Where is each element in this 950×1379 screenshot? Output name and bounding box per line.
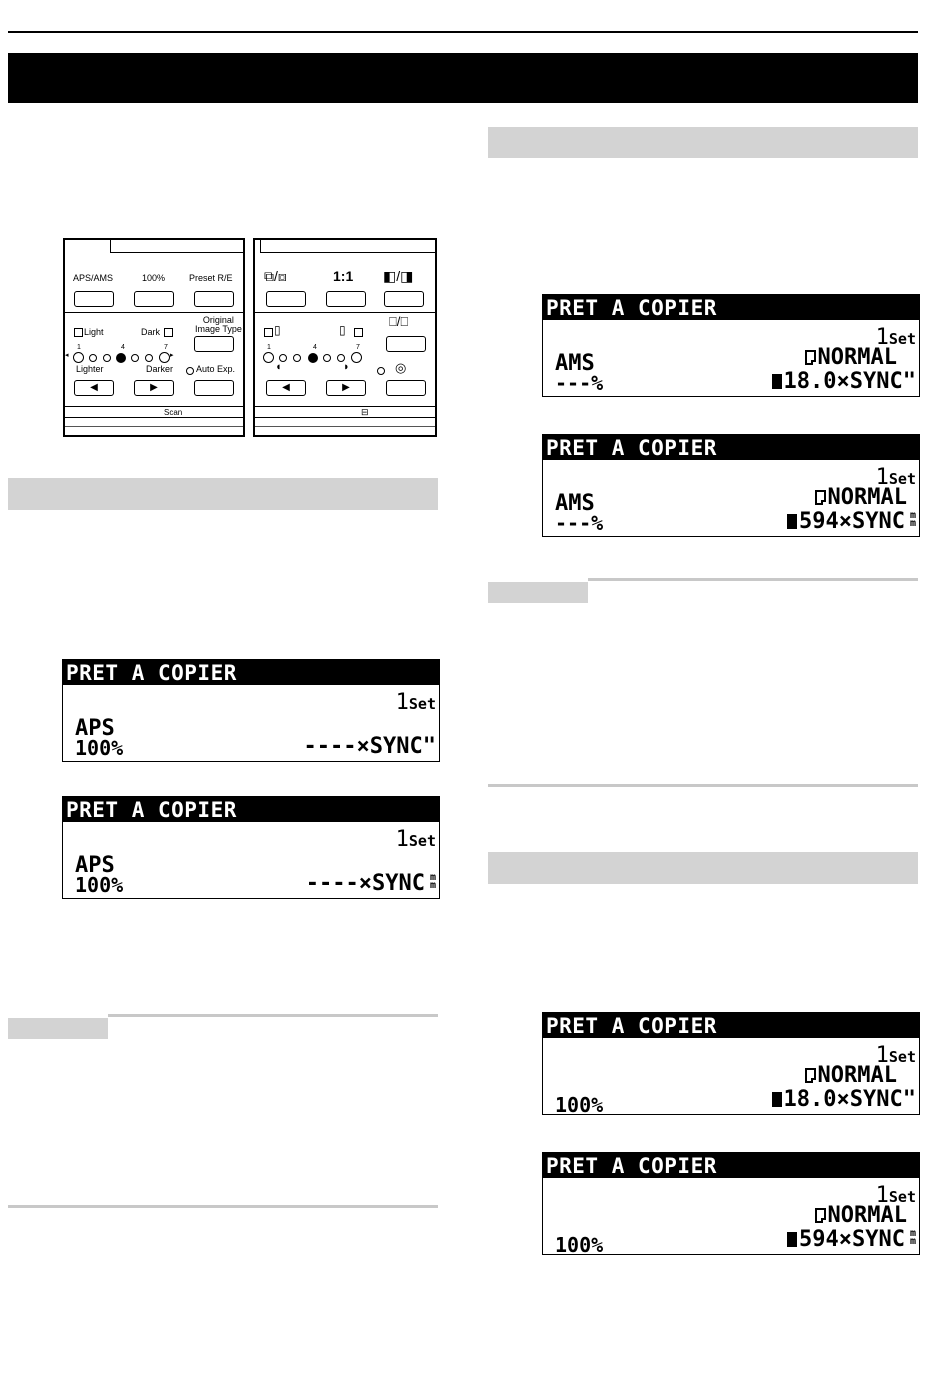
aps-text: APS xyxy=(75,716,115,741)
scale-7: 7 xyxy=(356,344,360,351)
size-text: 594×SYNC xyxy=(787,1227,905,1252)
control-panel-right xyxy=(253,238,437,437)
right-arrow-button[interactable]: ▶ xyxy=(326,380,366,396)
ams-text: AMS xyxy=(555,491,595,516)
mm-unit: m m xyxy=(909,510,916,529)
display-title: PRET A COPIER xyxy=(543,1013,919,1038)
page-copy-button[interactable] xyxy=(384,291,424,307)
zoom-text: ---% xyxy=(555,511,604,535)
sync-text: ----×SYNC xyxy=(305,871,425,896)
set-count: 1Set xyxy=(875,1183,916,1208)
auto-exp-indicator xyxy=(186,367,194,375)
section-header-bar xyxy=(8,53,918,103)
dot-4 xyxy=(308,353,318,363)
set-count: 1Set xyxy=(875,325,916,350)
set-count: 1Set xyxy=(875,465,916,490)
lcd-display-ams-mm xyxy=(542,434,920,537)
aps-text: APS xyxy=(75,853,115,878)
dot-3 xyxy=(293,354,301,362)
original-image-type-label: Original Image Type xyxy=(195,315,242,334)
set-count: 1Set xyxy=(395,690,436,715)
exposure-dot-4 xyxy=(116,353,126,363)
note-rule-left xyxy=(108,1014,438,1017)
light-label: Light xyxy=(84,327,104,337)
lcd-display-100-mm xyxy=(542,1152,920,1255)
display-title: PRET A COPIER xyxy=(543,295,919,320)
set-count: 1Set xyxy=(395,827,436,852)
ratio-1to1-label: 1:1 xyxy=(333,268,354,284)
lcd-display-ams-inch xyxy=(542,294,920,397)
dot-7 xyxy=(351,352,362,363)
dark-indicator xyxy=(164,328,173,337)
zoom-text: 100% xyxy=(75,873,124,897)
spiral-icon: ◎ xyxy=(395,360,407,375)
doc-right-icon: ▯ xyxy=(339,323,346,337)
size-text: 594×SYNC xyxy=(787,509,905,534)
doc-left-icon: ▯ xyxy=(274,323,281,337)
note-end-rule-left xyxy=(8,1205,438,1208)
size-text: 18.0×SYNC" xyxy=(772,369,916,394)
light-indicator xyxy=(74,328,83,337)
aps-ams-button[interactable] xyxy=(74,291,114,307)
half-moon-left-icon: ◖ xyxy=(275,361,282,373)
zoom-text: 100% xyxy=(75,736,124,760)
scale-4: 4 xyxy=(121,344,125,351)
right-heading-bar-2 xyxy=(488,852,918,884)
100pct-button[interactable] xyxy=(134,291,174,307)
top-rule xyxy=(8,31,918,33)
exposure-dot-7 xyxy=(159,352,170,363)
scan-label: Scan xyxy=(164,408,183,417)
auto-exp-button[interactable] xyxy=(194,380,234,396)
darker-label: Darker xyxy=(146,364,174,374)
exposure-dot-5 xyxy=(131,354,139,362)
sync-text: ----×SYNC" xyxy=(303,734,436,759)
note-tab-left xyxy=(8,1018,108,1039)
tray-icon: ⊟ xyxy=(361,407,369,417)
normal-text: NORMAL xyxy=(805,1063,897,1088)
margin-button[interactable] xyxy=(386,336,426,352)
preset-re-label: Preset R/E xyxy=(189,273,233,283)
dot-5 xyxy=(323,354,331,362)
ams-text: AMS xyxy=(555,351,595,376)
ratio-button[interactable] xyxy=(326,291,366,307)
aps-ams-label: APS/AMS xyxy=(73,273,114,283)
normal-text: NORMAL xyxy=(815,1203,907,1228)
lcd-display-aps-mm xyxy=(62,796,440,899)
mode-indicator-2 xyxy=(354,328,363,337)
zoom-text: 100% xyxy=(555,1233,604,1255)
exposure-dot-3 xyxy=(103,354,111,362)
lcd-display-aps-inch xyxy=(62,659,440,762)
normal-text: NORMAL xyxy=(805,345,897,370)
lcd-display-100-inch xyxy=(542,1012,920,1115)
set-count: 1Set xyxy=(875,1043,916,1068)
mm-unit: m m xyxy=(429,872,436,891)
mm-unit: m m xyxy=(909,1228,916,1247)
left-heading-bar xyxy=(8,478,438,510)
display-title: PRET A COPIER xyxy=(63,660,439,685)
right-heading-bar-1 xyxy=(488,127,918,158)
display-title: PRET A COPIER xyxy=(543,435,919,460)
original-image-type-button[interactable] xyxy=(194,336,234,352)
mode-indicator-1 xyxy=(264,328,273,337)
zoom-text: ---% xyxy=(555,371,604,395)
100pct-label: 100% xyxy=(142,273,166,283)
duplex-button[interactable] xyxy=(266,291,306,307)
exposure-dot-1 xyxy=(73,352,84,363)
scale-1: 1 xyxy=(77,344,81,351)
note-tab-right xyxy=(488,582,588,603)
preset-re-button[interactable] xyxy=(194,291,234,307)
darker-button[interactable]: ▶ xyxy=(134,380,174,396)
margin-icon: ⎕/⎕ xyxy=(389,314,409,329)
note-rule-right xyxy=(588,578,918,581)
indicator-dot xyxy=(377,367,385,375)
function-button[interactable] xyxy=(386,380,426,396)
size-text: 18.0×SYNC" xyxy=(772,1087,916,1112)
lighter-label: Lighter xyxy=(76,364,104,374)
note-end-rule-right xyxy=(488,784,918,787)
dot-1 xyxy=(263,352,274,363)
auto-exp-label: Auto Exp. xyxy=(196,364,236,374)
page-copy-icon: ◧/◨ xyxy=(383,268,414,284)
display-title: PRET A COPIER xyxy=(63,797,439,822)
dark-label: Dark xyxy=(141,327,161,337)
exposure-dot-6 xyxy=(145,354,153,362)
display-title: PRET A COPIER xyxy=(543,1153,919,1178)
scale-7: 7 xyxy=(164,344,168,351)
half-moon-right-icon: ◗ xyxy=(343,361,350,373)
duplex-icon: ⧉/⧈ xyxy=(264,268,287,284)
normal-text: NORMAL xyxy=(815,485,907,510)
control-panel-left: APS/AMS 100% Preset R/E Light Dark Original Image Type 1 4 7 ◂ ▸ Lighter Darker Auto Exp. ◀ ▶ Scan xyxy=(63,238,245,437)
lighter-button[interactable]: ◀ xyxy=(74,380,114,396)
scale-4: 4 xyxy=(313,344,317,351)
zoom-text: 100% xyxy=(555,1093,604,1115)
scale-1: 1 xyxy=(267,344,271,351)
left-arrow-button[interactable]: ◀ xyxy=(266,380,306,396)
exposure-dot-2 xyxy=(89,354,97,362)
